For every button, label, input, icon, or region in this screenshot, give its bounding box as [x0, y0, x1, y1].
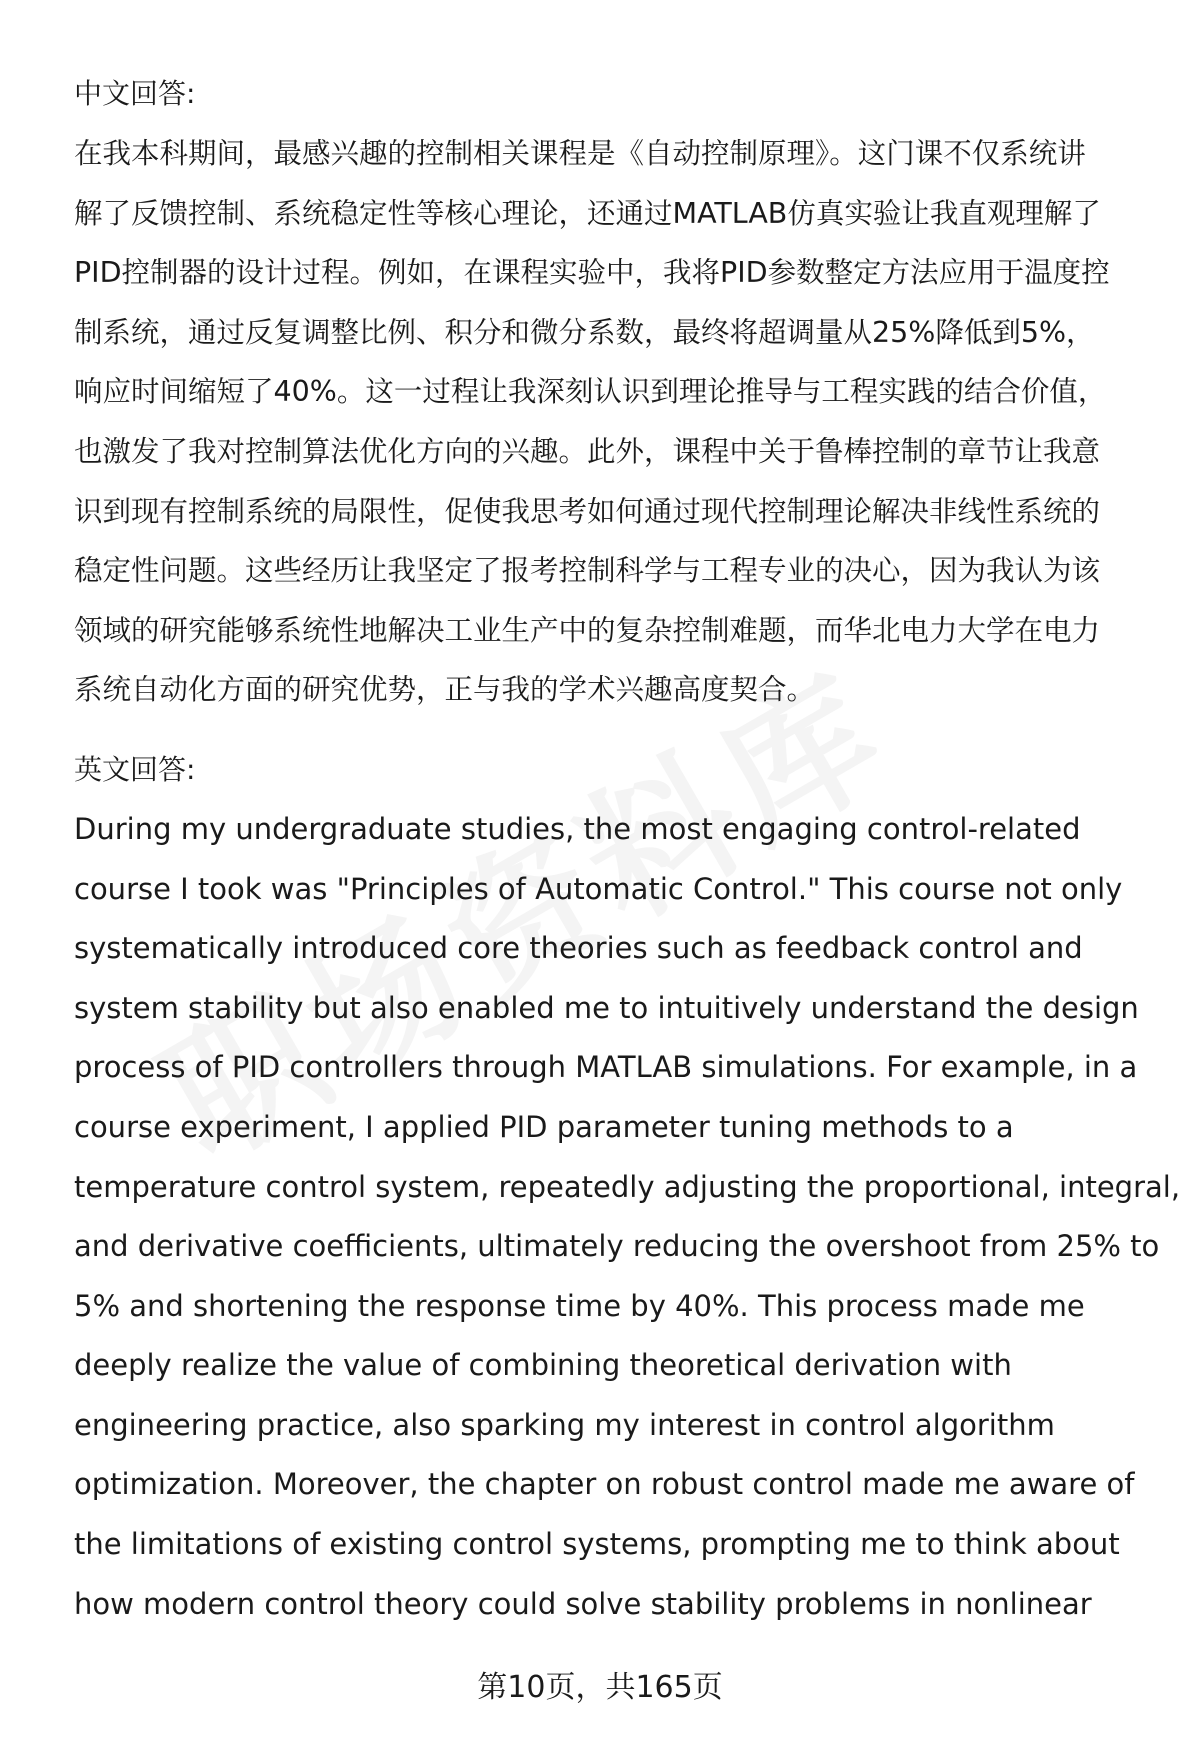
chinese-answer-label: 中文回答:: [74, 77, 196, 110]
english-line: engineering practice, also sparking my interest in control algorithm: [74, 1407, 1055, 1442]
english-line: temperature control system, repeatedly adjusting the proportional, integral,: [74, 1169, 1181, 1204]
english-line: system stability but also enabled me to intuitively understand the design: [74, 990, 1139, 1025]
chinese-line: 也激发了我对控制算法优化方向的兴趣。此外，课程中关于鲁棒控制的章节让我意: [74, 434, 1101, 468]
english-line: During my undergraduate studies, the most engaging control-related: [74, 811, 1081, 846]
section-gap: [74, 720, 1156, 740]
chinese-line: 识到现有控制系统的局限性，促使我思考如何通过现代控制理论解决非线性系统的: [74, 494, 1101, 528]
english-answer-label: 英文回答:: [74, 752, 196, 786]
english-line: systematically introduced core theories such as feedback control and: [74, 931, 1083, 966]
chinese-line: 系统自动化方面的研究优势，正与我的学术兴趣高度契合。: [74, 673, 816, 707]
english-line: optimization. Moreover, the chapter on robust control made me aware of: [74, 1467, 1135, 1502]
english-line: and derivative coefficients, ultimately reducing the overshoot from 25% to: [74, 1229, 1160, 1264]
english-line: deeply realize the value of combining theoretical derivation with: [74, 1348, 1012, 1383]
chinese-answer-paragraph: [74, 124, 1156, 720]
chinese-line: 领域的研究能够系统性地解决工业生产中的复杂控制难题，而华北电力大学在电力: [74, 613, 1101, 647]
english-line: the limitations of existing control systems, prompting me to think about: [74, 1527, 1120, 1562]
document-body: [74, 64, 1181, 1634]
chinese-line: 稳定性问题。这些经历让我坚定了报考控制科学与工程专业的决心，因为我认为该: [74, 554, 1101, 588]
chinese-line: 制系统，通过反复调整比例、积分和微分系数，最终将超调量从25%降低到5%，: [74, 315, 1095, 349]
english-line: course I took was "Principles of Automatic Control." This course not only: [74, 871, 1123, 906]
english-line: course experiment, I applied PID parameter tuning methods to a: [74, 1109, 1014, 1144]
english-line: process of PID controllers through MATLAB simulations. For example, in a: [74, 1050, 1138, 1085]
page-indicator: 第10页，共165页: [477, 1670, 723, 1705]
english-line: how modern control theory could solve stability problems in nonlinear: [74, 1586, 1092, 1621]
chinese-line: PID控制器的设计过程。例如，在课程实验中，我将PID参数整定方法应用于温度控: [74, 256, 1110, 290]
english-answer-paragraph: [74, 800, 1181, 1634]
english-line: 5% and shortening the response time by 40%. This process made me: [74, 1288, 1085, 1323]
chinese-line: 在我本科期间，最感兴趣的控制相关课程是《自动控制原理》。这门课不仅系统讲: [74, 137, 1086, 170]
chinese-line: 解了反馈控制、系统稳定性等核心理论，还通过MATLAB仿真实验让我直观理解了: [74, 196, 1101, 230]
chinese-line: 响应时间缩短了40%。这一过程让我深刻认识到理论推导与工程实践的结合价值，: [74, 375, 1107, 409]
